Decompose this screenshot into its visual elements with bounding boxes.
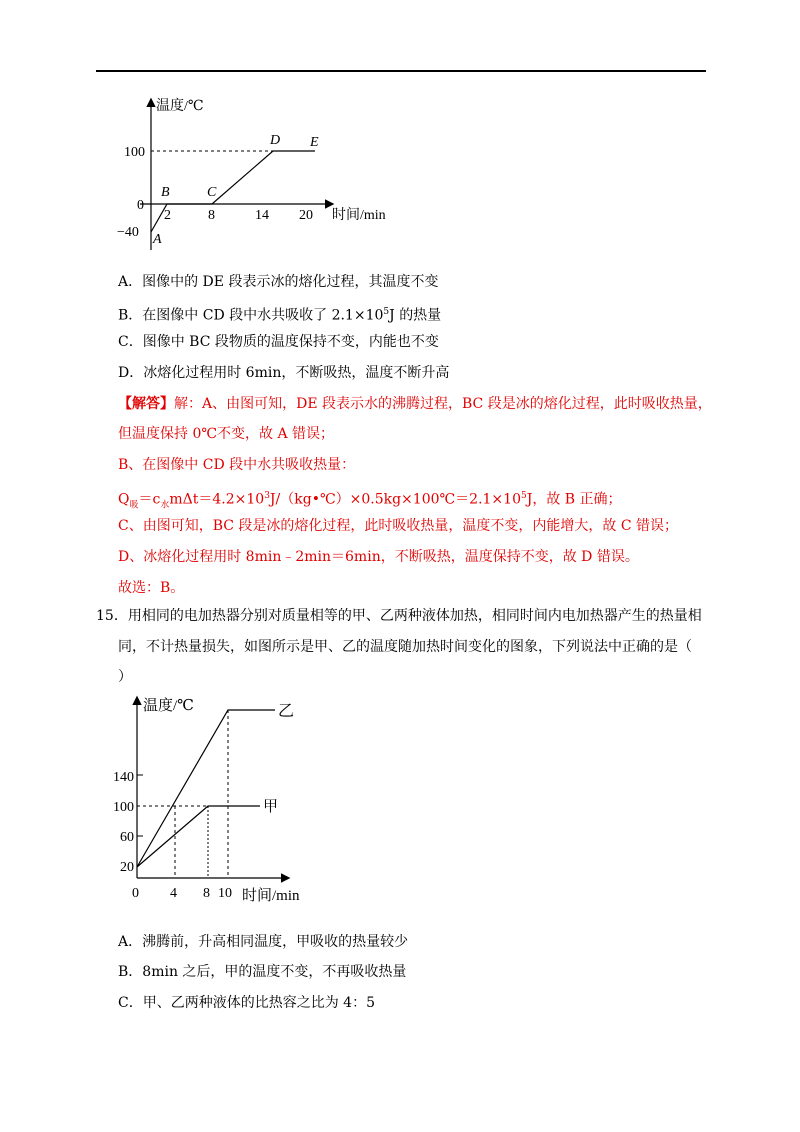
- g2-xtick-8: 8: [203, 886, 210, 901]
- g2-xtick-10: 10: [218, 886, 232, 901]
- g1-y-label: 温度/℃: [156, 99, 204, 114]
- g1-point-C: C: [207, 185, 217, 200]
- answer-line-6: D、冰熔化过程用时 8min﹣2min＝6min，不断吸热，温度保持不变，故 D 错误。: [118, 549, 639, 565]
- answer-line-2: 但温度保持 0℃不变，故 A 错误；: [118, 426, 335, 442]
- g2-xtick-4: 4: [170, 886, 177, 901]
- q14-option-b-sup: 5: [383, 307, 390, 317]
- q14-option-c: C．图像中 BC 段物质的温度保持不变，内能也不变: [118, 334, 439, 350]
- heating-graph: [110, 690, 340, 912]
- g1-ytick-100: 100: [124, 145, 145, 160]
- q15-option-b: B．8min 之后，甲的温度不变，不再吸收热量: [118, 964, 407, 980]
- g2-ytick-20: 20: [120, 860, 134, 875]
- answer-sup-3: 3: [264, 491, 270, 501]
- g2-series-jia: 甲: [263, 799, 279, 815]
- g1-xtick-8: 8: [208, 208, 215, 223]
- answer-tag: 【解答】: [118, 396, 174, 412]
- g2-xtick-0: 0: [132, 886, 139, 901]
- q14-option-b-tail: J 的热量: [389, 307, 442, 324]
- answer-sub-water: 水: [160, 500, 170, 511]
- g1-point-D: D: [270, 133, 281, 148]
- answer-eq-end: J，故 B 正确；: [526, 491, 622, 508]
- g2-ytick-100: 100: [113, 800, 134, 815]
- answer-line-5: C、由图可知，BC 段是冰的熔化过程，此时吸收热量，温度不变，内能增大，故 C 错误；: [118, 518, 679, 534]
- q14-option-a: A．图像中的 DE 段表示冰的熔化过程，其温度不变: [118, 274, 439, 290]
- g1-x-label: 时间/min: [332, 208, 386, 223]
- answer-line-7: 故选：B。: [118, 580, 185, 596]
- q14-option-b-text: B．在图像中 CD 段中水共吸收了 2.1×10: [118, 307, 384, 324]
- answer-sup-5: 5: [520, 491, 527, 501]
- answer-q: Q: [118, 491, 130, 508]
- answer-line-1: [118, 394, 712, 414]
- g1-xtick-20: 20: [299, 208, 313, 223]
- answer-text-1: 解：A、由图可知，DE 段表示水的沸腾过程，BC 段是冰的熔化过程，此时吸收热量，: [174, 396, 712, 412]
- answer-eq-c: ＝c: [138, 491, 161, 508]
- g1-ytick-0: 0: [137, 198, 144, 213]
- g1-xtick-14: 14: [255, 208, 269, 223]
- g2-ytick-140: 140: [113, 770, 134, 785]
- q15-stem-line-3: ）: [118, 669, 132, 685]
- g1-xtick-2: 2: [164, 208, 171, 223]
- answer-eq-mid: mΔt＝4.2×10: [169, 491, 265, 508]
- ice-water-graph: [110, 92, 430, 252]
- q15-option-c: C．甲、乙两种液体的比热容之比为 4：5: [118, 995, 375, 1011]
- answer-line-4: [118, 486, 622, 515]
- g1-point-A: A: [153, 232, 162, 247]
- q15-stem-line-1: 15．用相同的电加热器分别对质量相等的甲、乙两种液体加热，相同时间内电加热器产生的热量相: [96, 608, 702, 624]
- header-rule: [96, 70, 706, 72]
- answer-eq-units: J/（kg•℃）×0.5kg×100℃＝2.1×10: [269, 491, 521, 508]
- g2-series-yi: 乙: [278, 703, 295, 720]
- g2-x-label: 时间/min: [242, 888, 300, 904]
- g2-y-label: 温度/℃: [143, 698, 194, 714]
- g2-ytick-60: 60: [120, 830, 134, 845]
- q15-stem-line-2: 同，不计热量损失，如图所示是甲、乙的温度随加热时间变化的图象，下列说法中正确的是（: [118, 639, 692, 655]
- g1-point-B: B: [161, 185, 170, 200]
- q14-option-d: D．冰熔化过程用时 6min，不断吸热，温度不断升高: [118, 365, 450, 381]
- answer-line-3: B、在图像中 CD 段中水共吸收热量：: [118, 457, 356, 473]
- g1-ytick-neg40: −40: [117, 225, 139, 240]
- q14-option-b: [118, 302, 441, 326]
- q15-option-a: A．沸腾前，升高相同温度，甲吸收的热量较少: [118, 934, 409, 950]
- g1-point-E: E: [310, 135, 319, 150]
- answer-sub-absorb: 吸: [129, 500, 139, 511]
